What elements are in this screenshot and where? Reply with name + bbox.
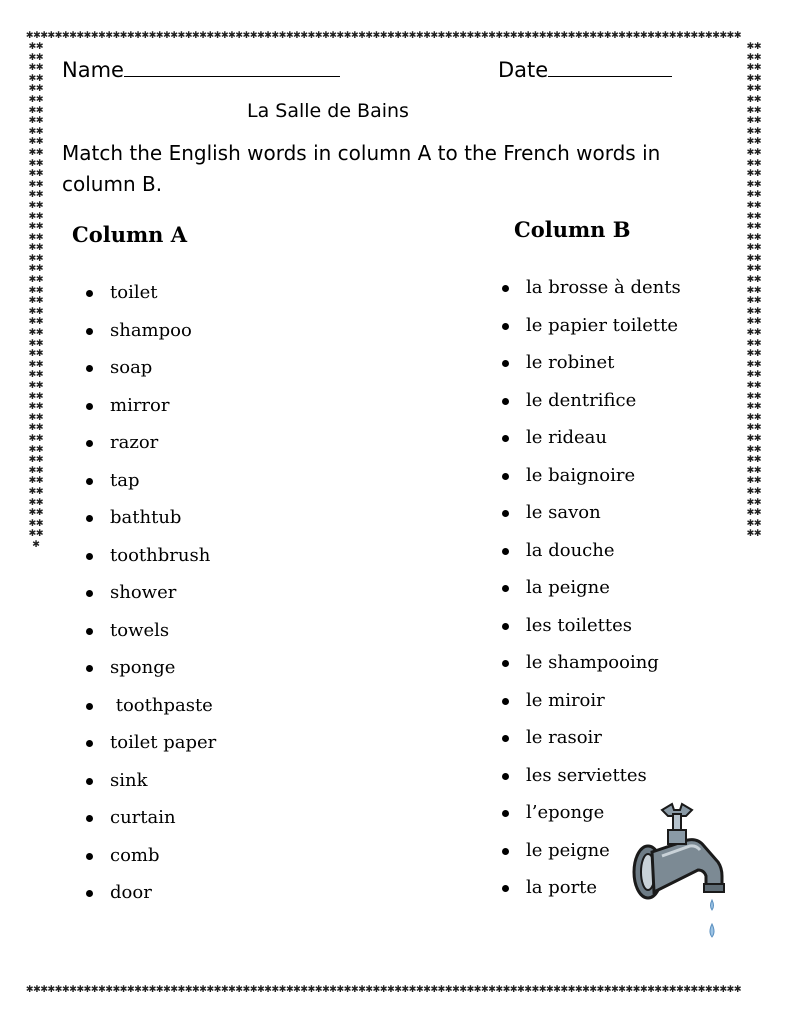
list-item: soap — [86, 357, 216, 395]
list-item: sponge — [86, 657, 216, 695]
date-blank[interactable] — [548, 58, 672, 77]
list-item: toilet paper — [86, 732, 216, 770]
list-item: sink — [86, 770, 216, 808]
border-left: ✱✱✱✱✱✱✱✱✱✱✱✱✱✱✱✱✱✱✱✱✱✱✱✱✱✱✱✱✱✱✱✱✱✱✱✱✱✱✱✱✱✱✱✱✱✱✱✱✱✱✱✱✱✱✱✱✱✱✱✱✱✱✱✱✱✱✱✱✱✱✱✱✱✱✱✱✱✱✱✱✱✱✱✱✱✱✱✱✱✱✱✱✱✱✱ — [28, 40, 44, 550]
list-item: le savon — [502, 502, 681, 540]
instructions: Match the English words in column A to the French words in column B. — [62, 141, 661, 196]
column-a-heading: Column A — [72, 222, 188, 247]
list-item: mirror — [86, 395, 216, 433]
list-item: toilet — [86, 282, 216, 320]
list-item: la brosse à dents — [502, 277, 681, 315]
faucet-icon — [632, 800, 728, 945]
list-item: bathtub — [86, 507, 216, 545]
list-item: le rideau — [502, 427, 681, 465]
list-item: towels — [86, 620, 216, 658]
list-item: le rasoir — [502, 727, 681, 765]
list-item: les serviettes — [502, 765, 681, 803]
list-item: curtain — [86, 807, 216, 845]
list-item: le baignoire — [502, 465, 681, 503]
list-item: le miroir — [502, 690, 681, 728]
list-item: le shampooing — [502, 652, 681, 690]
page-title: La Salle de Bains — [247, 100, 409, 122]
list-item: le dentrifice — [502, 390, 681, 428]
name-label: Name — [62, 58, 124, 82]
list-item: razor — [86, 432, 216, 470]
list-item: door — [86, 882, 216, 920]
list-item: shower — [86, 582, 216, 620]
list-item: le papier toilette — [502, 315, 681, 353]
date-label: Date — [498, 58, 549, 82]
list-item: la peigne — [502, 577, 681, 615]
list-item: le robinet — [502, 352, 681, 390]
list-item: le peigne — [502, 840, 681, 878]
border-top: ✱✱✱✱✱✱✱✱✱✱✱✱✱✱✱✱✱✱✱✱✱✱✱✱✱✱✱✱✱✱✱✱✱✱✱✱✱✱✱✱✱✱✱✱✱✱✱✱✱✱✱✱✱✱✱✱✱✱✱✱✱✱✱✱✱✱✱✱✱✱✱✱✱✱✱✱✱✱✱✱✱✱✱✱✱✱✱✱✱✱✱✱✱✱✱✱✱✱✱ — [26, 27, 742, 41]
column-a-list — [86, 282, 216, 920]
list-item: toothbrush — [86, 545, 216, 583]
name-field[interactable] — [62, 58, 340, 82]
border-bottom: ✱✱✱✱✱✱✱✱✱✱✱✱✱✱✱✱✱✱✱✱✱✱✱✱✱✱✱✱✱✱✱✱✱✱✱✱✱✱✱✱✱✱✱✱✱✱✱✱✱✱✱✱✱✱✱✱✱✱✱✱✱✱✱✱✱✱✱✱✱✱✱✱✱✱✱✱✱✱✱✱✱✱✱✱✱✱✱✱✱✱✱✱✱✱✱✱✱✱✱ — [26, 981, 742, 995]
list-item: la porte — [502, 877, 681, 915]
list-item: tap — [86, 470, 216, 508]
list-item: la douche — [502, 540, 681, 578]
list-item: l’eponge — [502, 802, 681, 840]
name-blank[interactable] — [124, 58, 340, 77]
list-item: toothpaste — [86, 695, 216, 733]
border-right: ✱✱✱✱✱✱✱✱✱✱✱✱✱✱✱✱✱✱✱✱✱✱✱✱✱✱✱✱✱✱✱✱✱✱✱✱✱✱✱✱✱✱✱✱✱✱✱✱✱✱✱✱✱✱✱✱✱✱✱✱✱✱✱✱✱✱✱✱✱✱✱✱✱✱✱✱✱✱✱✱✱✱✱✱✱✱✱✱✱✱✱✱✱✱ — [746, 40, 762, 540]
date-field[interactable] — [498, 58, 672, 82]
list-item: shampoo — [86, 320, 216, 358]
list-item: comb — [86, 845, 216, 883]
list-item: les toilettes — [502, 615, 681, 653]
column-b-heading: Column B — [514, 217, 631, 242]
